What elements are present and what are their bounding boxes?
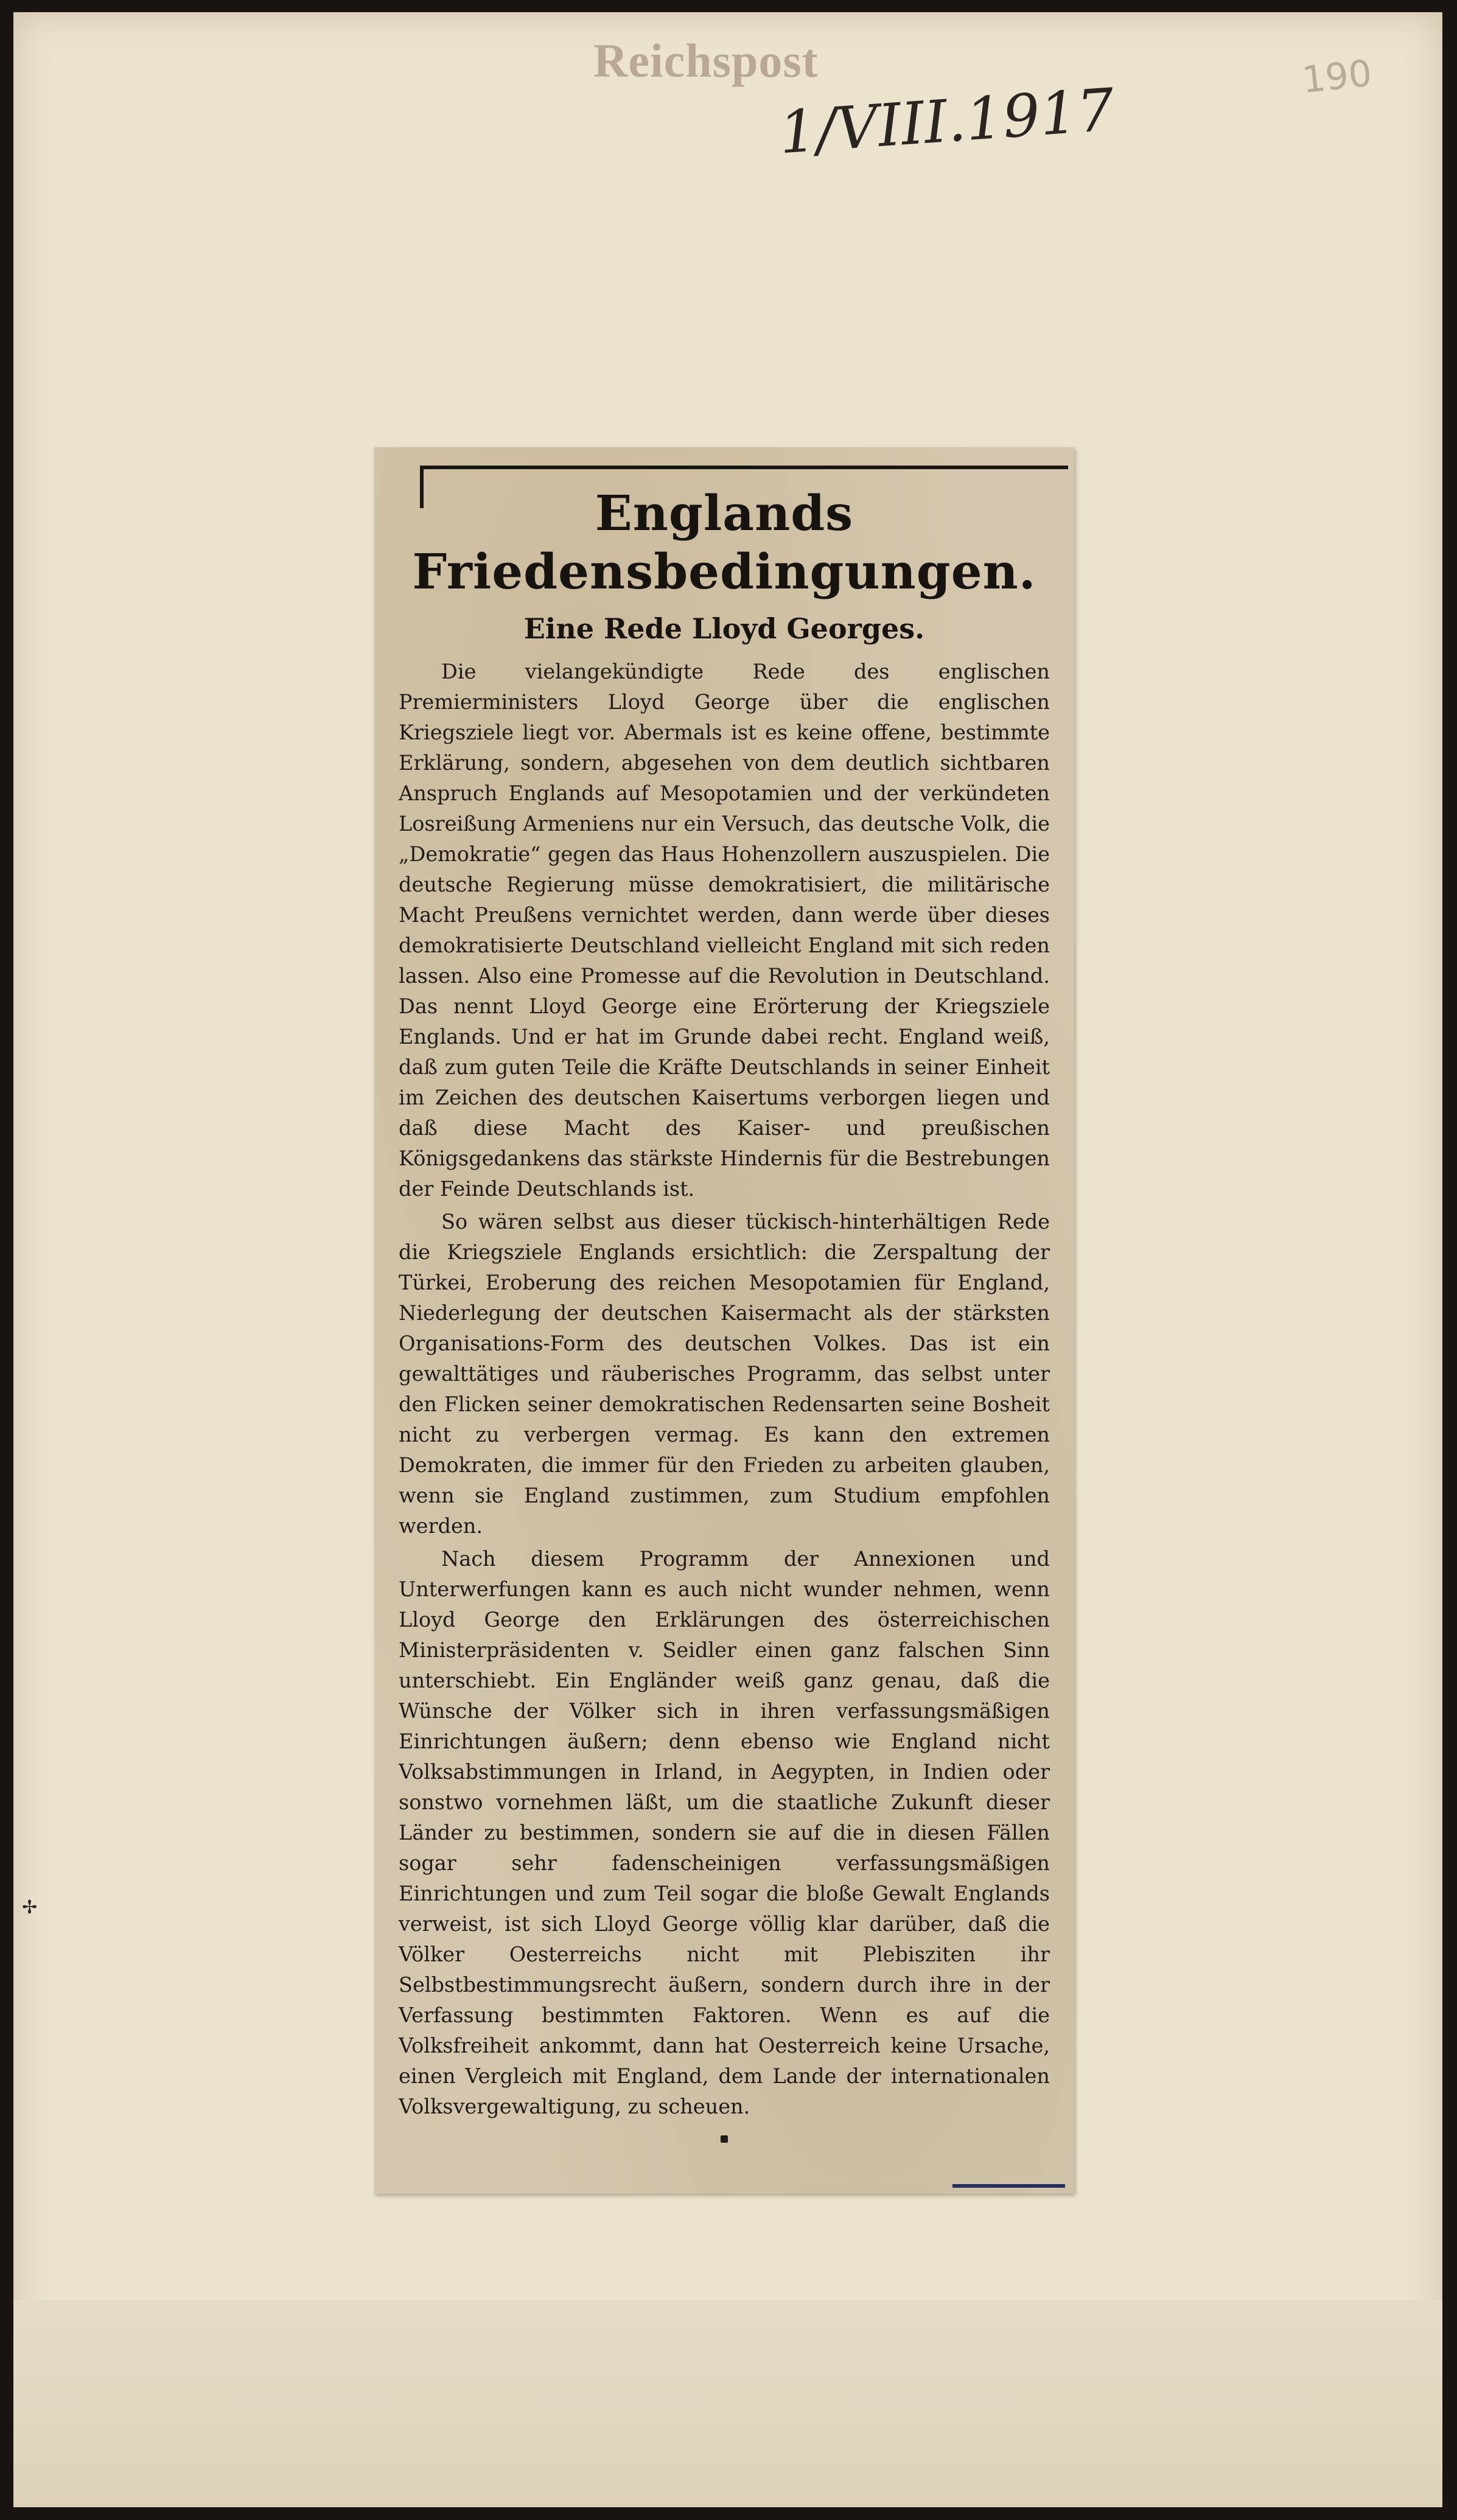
handwritten-date: 1/VIII.1917	[777, 75, 1117, 167]
sheet-lower-fold	[13, 2300, 1442, 2507]
article-paragraph: So wären selbst aus dieser tückisch-hinterhältigen Rede die Kriegsziele Englands ersichtlich: die Zerspaltung der Türkei, Eroberung des reichen Mesopotamien für England, Niederlegung der deutschen Kaisermacht als der stärksten Organisations-Form des deutschen Volkes. Das ist ein gewalttätiges und räuberisches Programm, das selbst unter den Flicken seiner demokratischen Redensarten seine Bosheit nicht zu verbergen vermag. Es kann den extremen Demokraten, die immer für den Frieden zu arbeiten glauben, wenn sie England zustimmen, zum Studium empfohlen werden.	[399, 1210, 1050, 1538]
newspaper-stamp: Reichspost	[593, 34, 819, 87]
left-rule	[420, 466, 424, 508]
newspaper-clipping	[374, 447, 1074, 2194]
article-headline: Englands Friedensbedingungen.	[412, 484, 1036, 600]
top-rule	[420, 466, 1068, 469]
cross-mark-icon: ✢	[22, 1897, 38, 1918]
article-paragraph: Die vielangekündigte Rede des englischen Premierministers Lloyd George über die englischen Kriegsziele liegt vor. Abermals ist es keine offene, bestimmte Erklärung, sondern, abgesehen von dem deutlich sichtbaren Anspruch Englands auf Mesopotamien und der verkündeten Losreißung Armeniens nur ein Versuch, das deutsche Volk, die „Demokratie“ gegen das Haus Hohenzollern auszuspielen. Die deutsche Regierung müsse demokratisiert, die militärische Macht Preußens vernichtet werden, dann werde über dieses demokratisierte Deutschland vielleicht England mit sich reden lassen. Also eine Promesse auf die Revolution in Deutschland. Das nennt Lloyd George eine Erörterung der Kriegsziele Englands. Und er hat im Grunde dabei recht. England weiß, daß zum guten Teile die Kräfte Deutschlands in seiner Einheit im Zeichen des deutschen Kaisertums verborgen liegen und daß diese Macht des Kaiser- und preußischen Königsgedankens das stärkste Hindernis für die Bestrebungen der Feinde Deutschlands ist.	[399, 660, 1050, 1201]
article-subheadline: Eine Rede Lloyd Georges.	[523, 612, 925, 645]
folio-number: 190	[1300, 52, 1374, 102]
article-paragraph: Nach diesem Programm der Annexionen und Unterwerfungen kann es auch nicht wunder nehmen, wenn Lloyd George den Erklärungen des österreichischen Ministerpräsidenten v. Seidler einen ganz falschen Sinn unterschiebt. Ein Engländer weiß ganz genau, daß die Wünsche der Völker sich in ihren verfassungsmäßigen Einrichtungen äußern; denn ebenso wie England nicht Volksabstimmungen in Irland, in Aegypten, in Indien oder sonstwo vornehmen läßt, um die staatliche Zukunft dieser Länder zu bestimmen, sondern sie auf die in diesen Fällen sogar sehr fadenscheinigen verfassungsmäßigen Einrichtungen und zum Teil sogar die bloße Gewalt Englands verweist, ist sich Lloyd George völlig klar darüber, daß die Völker Oesterreichs nicht mit Plebisziten ihr Selbstbestimmungsrecht äußern, sondern durch ihre in der Verfassung bestimmten Faktoren. Wenn es auf die Volksfreiheit ankommt, dann hat Oesterreich keine Ursache, einen Vergleich mit England, dem Lande der internationalen Volksvergewaltigung, zu scheuen.	[399, 1547, 1050, 2118]
end-dot	[721, 2135, 728, 2143]
bottom-rule	[952, 2184, 1065, 2188]
